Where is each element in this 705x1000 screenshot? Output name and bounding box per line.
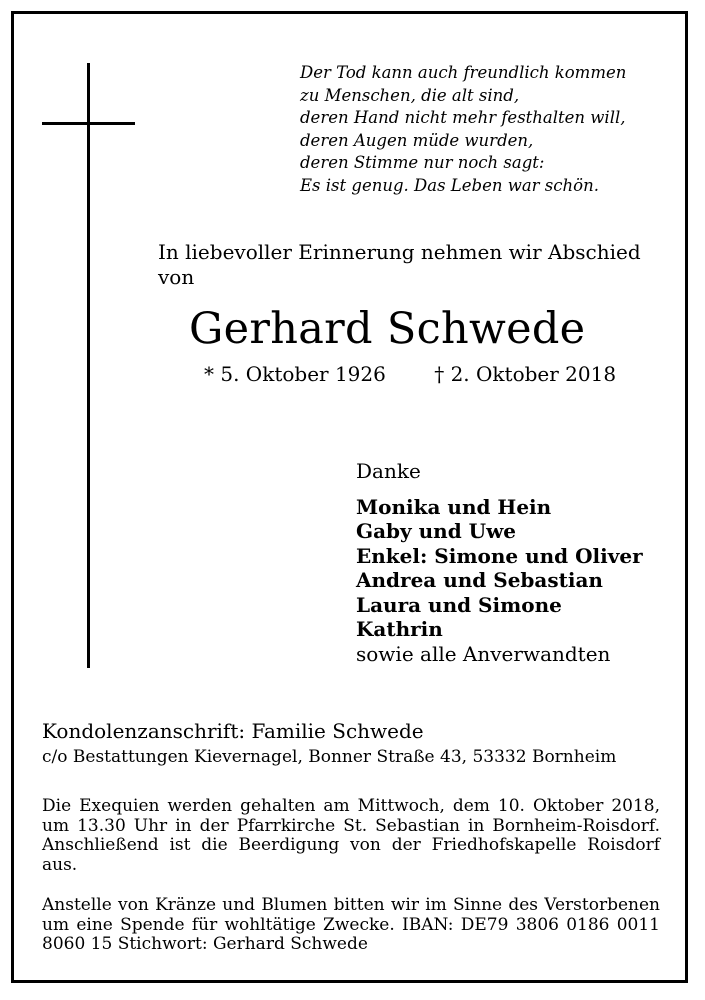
poem-line: Es ist genug. Das Leben war schön.: [300, 175, 599, 195]
farewell-intro: [158, 240, 641, 290]
family-member: Kathrin: [356, 617, 443, 641]
poem-line: Der Tod kann auch freundlich kommen: [300, 63, 627, 82]
poem-line: deren Stimme nur noch sagt:: [300, 153, 545, 172]
family-list: [356, 459, 643, 666]
poem-line: deren Hand nicht mehr festhalten will,: [300, 108, 626, 127]
birth-date: * 5. Oktober 1926: [204, 362, 386, 386]
funeral-service-info: Die Exequien werden gehalten am Mittwoch, dem 10. Oktober 2018, um 13.30 Uhr in der Pfarrkirche St. Sebastian in Bornheim-Roisdorf. Anschließend ist die Beerdigung von der Friedhofskapelle Roisdorf aus.: [42, 796, 660, 875]
farewell-intro-line: von: [158, 265, 195, 289]
death-date: † 2. Oktober 2018: [434, 362, 617, 386]
obituary-notice: [11, 11, 688, 983]
family-member: Laura und Simone: [356, 592, 562, 617]
poem-line: deren Augen müde wurden,: [300, 130, 534, 150]
life-dates: [204, 361, 616, 387]
poem-line: zu Menschen, die alt sind,: [300, 85, 520, 105]
other-relatives: sowie alle Anverwandten: [356, 641, 611, 666]
condolence-street: c/o Bestattungen Kievernagel, Bonner Straße 43, 53332 Bornheim: [42, 747, 617, 767]
family-member: Gaby und Uwe: [356, 519, 517, 543]
condolence-address: [42, 718, 616, 770]
donation-request: Anstelle von Kränze und Blumen bitten wir im Sinne des Verstorbenen um eine Spende für wohltätige Zwecke. IBAN: DE79 3806 0186 0011 8060 15 Stichwort: Gerhard Schwede: [42, 895, 660, 954]
family-member: Monika und Hein: [356, 494, 552, 519]
farewell-intro-line: In liebevoller Erinnerung nehmen wir Abschied: [158, 240, 641, 264]
cross-icon-horizontal-bar: [42, 122, 135, 125]
poem: [300, 62, 626, 197]
family-member: Enkel: Simone und Oliver: [356, 543, 643, 568]
deceased-name: Gerhard Schwede: [189, 304, 586, 354]
cross-icon-vertical-bar: [87, 63, 90, 668]
thanks-label: Danke: [356, 459, 421, 483]
condolence-heading: Kondolenzanschrift: Familie Schwede: [42, 719, 424, 743]
family-member: Andrea und Sebastian: [356, 568, 603, 592]
